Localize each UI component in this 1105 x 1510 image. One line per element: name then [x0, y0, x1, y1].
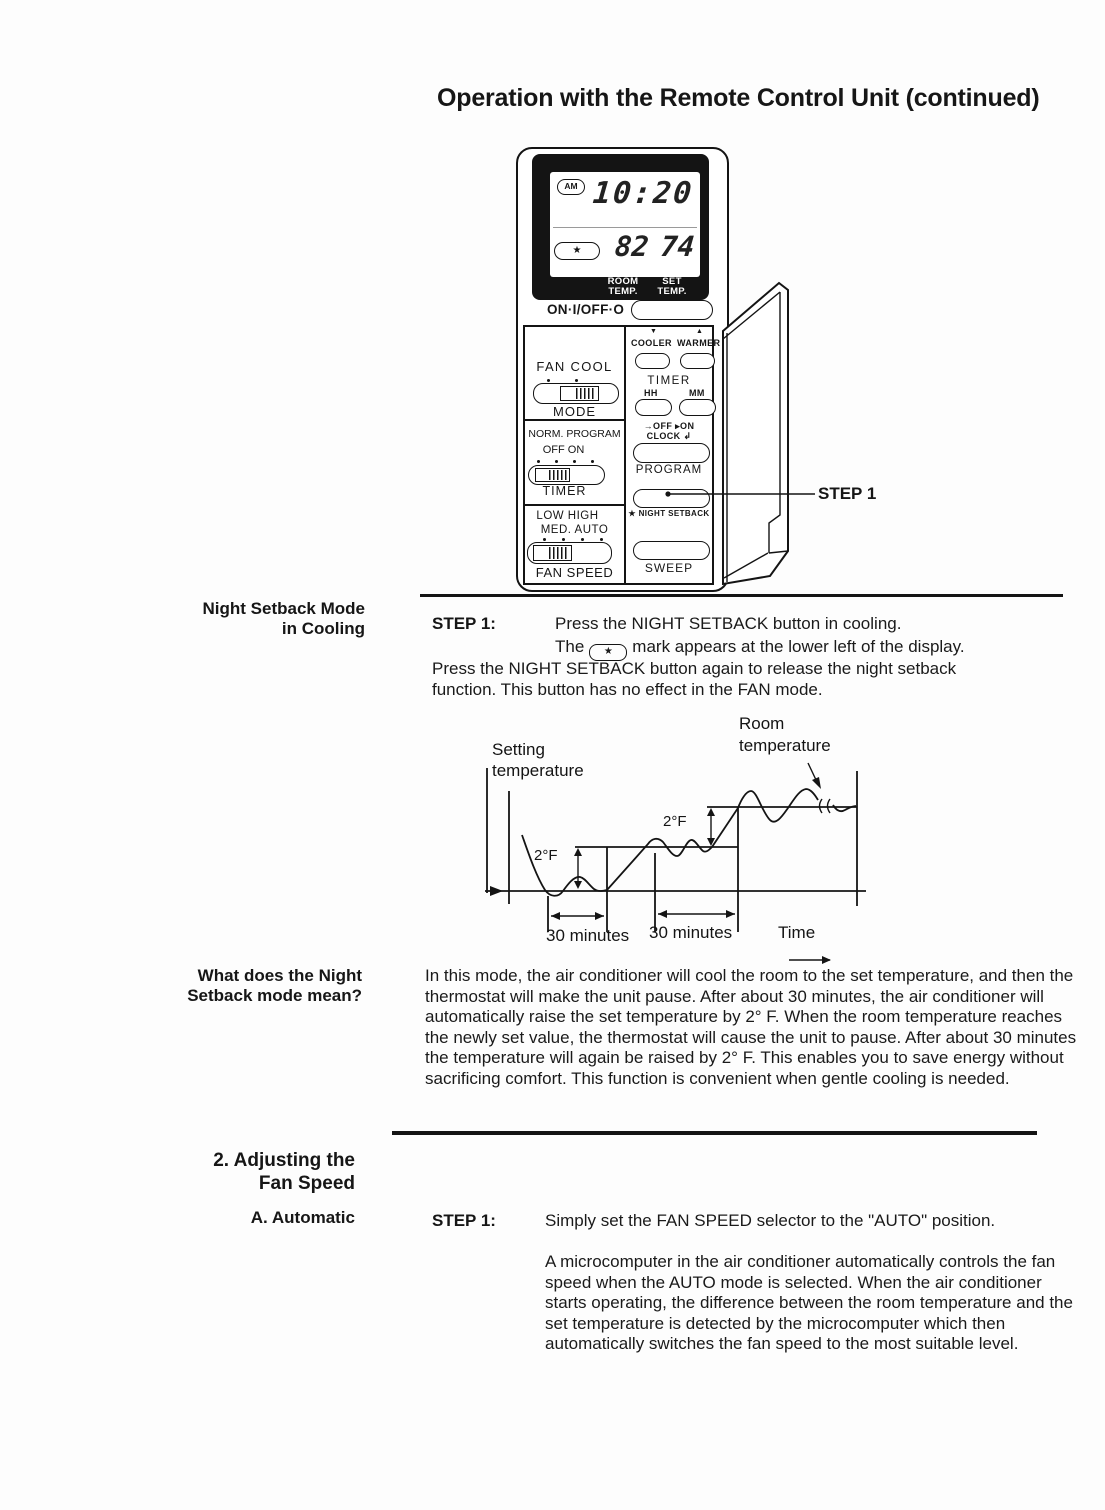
mode-dot [575, 379, 578, 382]
fan-dot [581, 538, 584, 541]
clock-switch-label: →OFF ▸ON CLOCK ↲ [643, 421, 695, 441]
night-setback-mark-icon: ★ [554, 242, 600, 260]
timer-options-bottom: OFF ON [542, 444, 585, 456]
curve-break-mark [828, 799, 831, 813]
set-temp-value: 74 [658, 230, 696, 263]
timer-dot [573, 460, 576, 463]
cooler-label: COOLER [631, 338, 672, 348]
mm-label: MM [689, 388, 705, 398]
lcd-divider [553, 227, 697, 228]
section-divider [420, 594, 1063, 597]
mode-options-label: FAN COOL [536, 359, 613, 374]
room-temp-label: ROOM TEMP. [607, 276, 639, 297]
warmer-arrow-icon: ▲ [696, 328, 703, 335]
y-axis-label-line2: temperature [492, 761, 584, 780]
step1-continuation: Press the NIGHT SETBACK button again to release the night setback function. This button has no effect in the FAN mode. [432, 659, 957, 699]
meaning-body: In this mode, the air conditioner will cool the room to the set temperature, and then the thermostat will make the unit pause. After about 30 minutes, the air conditioner will automatically raise the set temperature by 2° F. When the room temperature reaches the newly set value, the thermostat will cause the unit to pause. After about 30 minutes the temperature will again be raised by 2° F. This enables you to save energy without sacrificing comfort. This function is convenient when gentle cooling is needed. [425, 966, 1077, 1088]
fan-dot [543, 538, 546, 541]
x-axis-label: Time [778, 923, 816, 942]
sidebar-meaning-heading: What does the Night Setback mode mean? [187, 966, 362, 1005]
step1-label: STEP 1: [432, 614, 496, 633]
timer-options-top: NORM. PROGRAM [528, 428, 621, 440]
set-temp-label: SET TEMP. [657, 276, 687, 297]
fan-step1-text: Simply set the FAN SPEED selector to the "AUTO" position. [545, 1211, 996, 1230]
step1-delta-label: 2°F [534, 847, 558, 864]
fan-speed-subheading: A. Automatic [250, 1208, 355, 1227]
hh-label: HH [644, 388, 658, 398]
temperature-readout [613, 230, 695, 263]
room-temperature-curve [522, 789, 856, 896]
timer-dot [537, 460, 540, 463]
clock-readout: 10:20 [591, 176, 695, 211]
open-door-illustration [723, 283, 788, 584]
section-divider [392, 1131, 1037, 1135]
am-indicator: AM [557, 179, 585, 195]
warmer-label: WARMER [677, 338, 721, 348]
curve-break-mark [820, 799, 823, 813]
sweep-label: SWEEP [644, 561, 694, 575]
night-setback-label: ★ NIGHT SETBACK [628, 509, 710, 518]
cooler-arrow-icon: ▼ [650, 328, 657, 335]
mode-label: MODE [553, 404, 596, 419]
timer-slider-label: TIMER [542, 484, 587, 498]
timer-dot [591, 460, 594, 463]
step1-callout: STEP 1 [818, 484, 877, 503]
fan-dot [562, 538, 565, 541]
star-mark-icon: ★ [589, 644, 627, 661]
interval1-label: 30 minutes [546, 926, 630, 945]
interval2-label: 30 minutes [649, 923, 733, 942]
setting-temperature-steps [548, 807, 857, 932]
fan-options-bottom: MED. AUTO [540, 524, 609, 536]
mode-dot [547, 379, 550, 382]
fan-speed-heading: 2. Adjusting the Fan Speed [213, 1150, 355, 1194]
step1-line2: The ★ mark appears at the lower left of the display. [555, 637, 965, 661]
fan-options-top: LOW HIGH [536, 510, 599, 522]
remote-door-overlay [600, 262, 900, 602]
curve-label-line1: Room [739, 714, 785, 733]
fan-speed-label: FAN SPEED [535, 565, 614, 580]
room-temp-pointer-arrow [808, 763, 821, 789]
timer-dot [555, 460, 558, 463]
timer-slider [528, 465, 605, 485]
page-title: Operation with the Remote Control Unit (continued) [437, 84, 1040, 112]
step2-delta-label: 2°F [663, 813, 687, 830]
room-temp-value: 82 [613, 230, 650, 263]
night-setback-diagram [455, 698, 885, 973]
time-arrow [789, 956, 831, 964]
fan-step1-label: STEP 1: [432, 1211, 496, 1230]
sidebar-night-setback-heading: Night Setback Mode in Cooling [202, 599, 365, 638]
fan-speed-body: A microcomputer in the air conditioner automatically controls the fan speed when the AUTO mode is selected. When the air conditioner starts operating, the difference between the room temperature and the set temperature is detected by the microcomputer which then automatically switches the fan speed to the most suitable level. [545, 1252, 1073, 1354]
curve-label-line2: temperature [739, 736, 831, 755]
power-label: ON·I/OFF·O [547, 302, 625, 317]
program-label: PROGRAM [635, 464, 703, 476]
interval-arrows [551, 910, 735, 920]
step1-line1: Press the NIGHT SETBACK button in cooling. [555, 614, 902, 633]
timer-buttons-label: TIMER [647, 375, 691, 387]
y-axis-label-line1: Setting [492, 740, 545, 759]
